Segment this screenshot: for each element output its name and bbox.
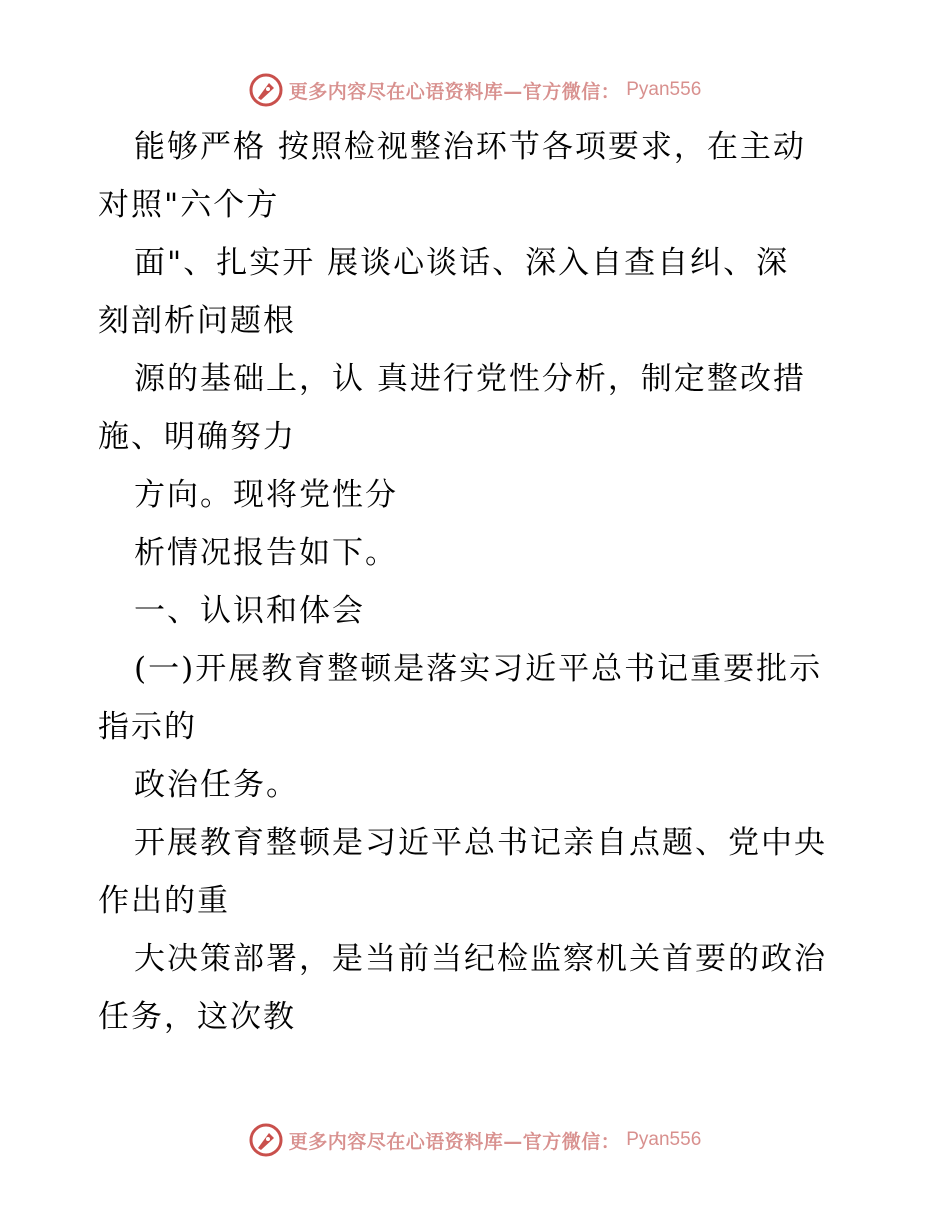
text-line: 析情况报告如下。 — [134, 535, 398, 571]
text-line: 政治任务。 — [134, 767, 299, 803]
text-line: 开展教育整顿是习近平总书记亲自点题、党中央 — [134, 825, 827, 861]
text-line: 能够严格 按照检视整治环节各项要求，在主动 — [134, 129, 806, 165]
text-line: 施、明确努力 — [98, 419, 296, 455]
text-line: 方向。现将党性分 — [134, 477, 398, 513]
text-line: 面"、扎实开 展谈心谈话、深入自查自纠、深 — [134, 245, 790, 281]
text-line: 任务，这次教 — [98, 999, 296, 1035]
text-line: 刻剖析问题根 — [98, 303, 296, 339]
subsection-heading: (一)开展教育整顿是落实习近平总书记重要批示 — [134, 651, 823, 687]
watermark-text: 更多内容尽在心语资料库—官方微信： — [288, 1130, 621, 1153]
watermark-wechat-id: Pyan556 — [626, 79, 702, 100]
section-heading: 一、认识和体会 — [134, 593, 365, 629]
watermark-text: 更多内容尽在心语资料库—官方微信： — [288, 80, 621, 103]
header-watermark — [0, 70, 950, 110]
footer-watermark — [0, 1120, 950, 1160]
text-line: 指示的 — [98, 709, 197, 745]
text-line: 作出的重 — [98, 883, 230, 919]
document-body — [98, 118, 858, 1046]
pen-nib-logo-icon — [249, 73, 283, 107]
text-line: 对照"六个方 — [98, 187, 280, 223]
text-line: 大决策部署，是当前当纪检监察机关首要的政治 — [134, 941, 827, 977]
pen-nib-logo-icon — [249, 1123, 283, 1157]
watermark-wechat-id: Pyan556 — [626, 1129, 702, 1150]
text-line: 源的基础上，认 真进行党性分析，制定整改措 — [134, 361, 806, 397]
